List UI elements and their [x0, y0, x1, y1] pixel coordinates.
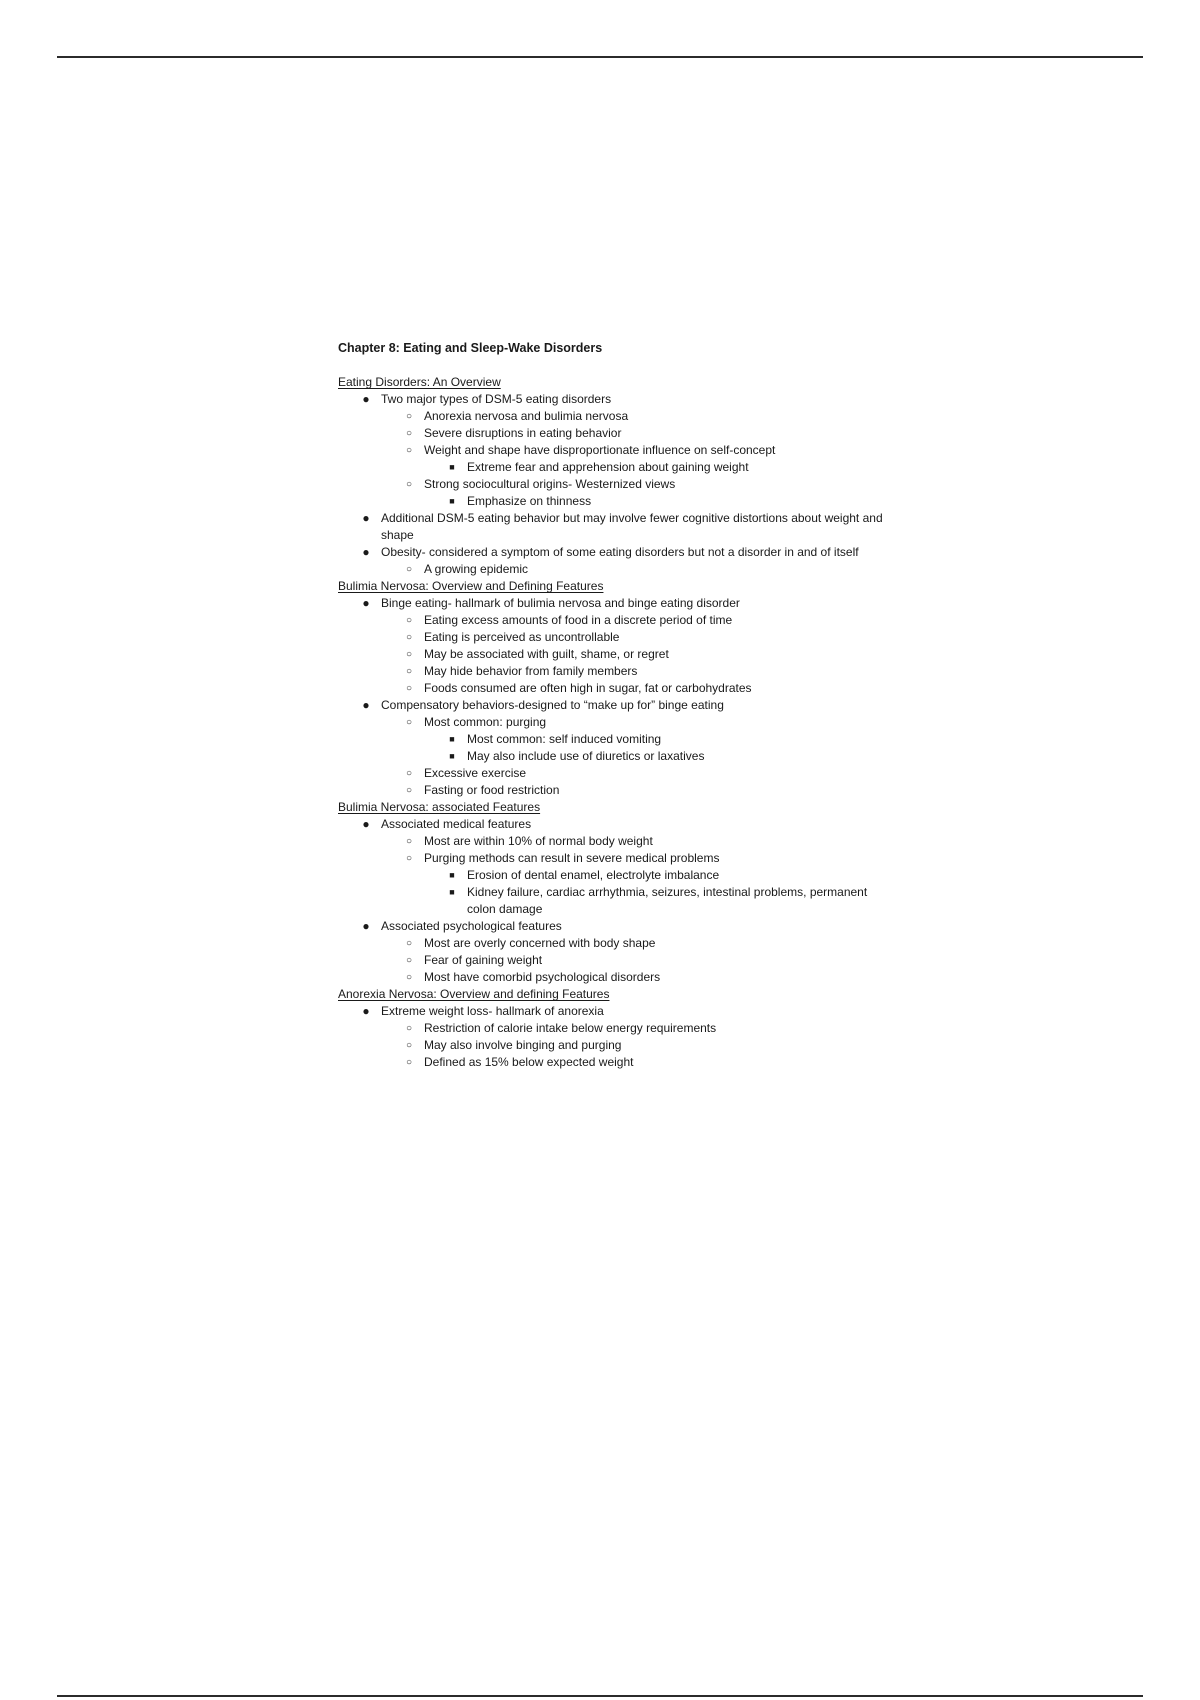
list-item-text: Foods consumed are often high in sugar, fat or carbohydrates — [424, 681, 752, 695]
list-item — [338, 646, 898, 663]
list-item — [338, 1037, 898, 1054]
bullet-marker-icon: ○ — [405, 479, 413, 490]
list-item-text: Two major types of DSM-5 eating disorders — [381, 392, 612, 406]
list-item — [338, 850, 898, 867]
list-item-text: Strong sociocultural origins- Westernized views — [424, 477, 676, 491]
bullet-marker-icon: ■ — [449, 734, 455, 744]
bullet-marker-icon: ○ — [405, 955, 413, 966]
list-item-text: Kidney failure, cardiac arrhythmia, seizures, intestinal problems, permanent colon damage — [467, 885, 868, 916]
list-item — [338, 561, 898, 578]
bullet-marker-icon: ● — [362, 1004, 370, 1018]
list-item-text: Weight and shape have disproportionate influence on self-concept — [424, 443, 776, 457]
bullet-marker-icon: ● — [362, 919, 370, 933]
list-item-text: Severe disruptions in eating behavior — [424, 426, 622, 440]
list-item — [338, 391, 898, 408]
bullet-list — [338, 595, 898, 799]
bullet-list — [338, 816, 898, 986]
list-item-text: Extreme weight loss- hallmark of anorexia — [381, 1004, 604, 1018]
bullet-marker-icon: ○ — [405, 1057, 413, 1068]
list-item — [338, 782, 898, 799]
bottom-rule — [57, 1695, 1143, 1697]
list-item-text: Most are within 10% of normal body weight — [424, 834, 653, 848]
list-item — [338, 969, 898, 986]
outline-section — [338, 374, 898, 578]
bullet-marker-icon: ○ — [405, 938, 413, 949]
list-item-text: Associated psychological features — [381, 919, 562, 933]
document-body — [338, 340, 898, 1071]
list-item-text: Defined as 15% below expected weight — [424, 1055, 634, 1069]
list-item-text: Anorexia nervosa and bulimia nervosa — [424, 409, 629, 423]
list-item — [338, 1003, 898, 1020]
bullet-marker-icon: ○ — [405, 785, 413, 796]
list-item — [338, 867, 898, 884]
list-item — [338, 408, 898, 425]
list-item — [338, 833, 898, 850]
bullet-marker-icon: ○ — [405, 564, 413, 575]
list-item-text: Emphasize on thinness — [467, 494, 592, 508]
list-item-text: Obesity- considered a symptom of some eating disorders but not a disorder in and of itself — [381, 545, 859, 559]
bullet-marker-icon: ○ — [405, 683, 413, 694]
list-item-text: May be associated with guilt, shame, or regret — [424, 647, 669, 661]
bullet-list — [338, 391, 898, 578]
list-item-text: Compensatory behaviors-designed to “make up for” binge eating — [381, 698, 724, 712]
bullet-marker-icon: ● — [362, 545, 370, 559]
list-item — [338, 816, 898, 833]
list-item-text: Purging methods can result in severe medical problems — [424, 851, 720, 865]
bullet-marker-icon: ○ — [405, 768, 413, 779]
bullet-marker-icon: ○ — [405, 853, 413, 864]
list-item-text: Most are overly concerned with body shape — [424, 936, 656, 950]
list-item — [338, 612, 898, 629]
bullet-list — [338, 1003, 898, 1071]
bullet-marker-icon: ○ — [405, 445, 413, 456]
list-item — [338, 510, 898, 544]
list-item — [338, 493, 898, 510]
list-item-text: Erosion of dental enamel, electrolyte imbalance — [467, 868, 720, 882]
bullet-marker-icon: ○ — [405, 972, 413, 983]
top-rule — [57, 56, 1143, 58]
bullet-marker-icon: ○ — [405, 649, 413, 660]
document-title: Chapter 8: Eating and Sleep-Wake Disorders — [338, 341, 603, 355]
bullet-marker-icon: ○ — [405, 428, 413, 439]
list-item — [338, 544, 898, 561]
list-item-text: May also involve binging and purging — [424, 1038, 622, 1052]
outline-section — [338, 799, 898, 986]
section-heading: Anorexia Nervosa: Overview and defining Features — [338, 987, 610, 1001]
list-item — [338, 884, 898, 918]
bullet-marker-icon: ■ — [449, 751, 455, 761]
list-item — [338, 748, 898, 765]
bullet-marker-icon: ■ — [449, 496, 455, 506]
list-item-text: Excessive exercise — [424, 766, 527, 780]
list-item-text: Restriction of calorie intake below energy requirements — [424, 1021, 717, 1035]
bullet-marker-icon: ● — [362, 698, 370, 712]
list-item — [338, 697, 898, 714]
list-item — [338, 731, 898, 748]
outline-section — [338, 986, 898, 1071]
list-item — [338, 1020, 898, 1037]
list-item — [338, 459, 898, 476]
bullet-marker-icon: ● — [362, 817, 370, 831]
list-item — [338, 595, 898, 612]
list-item — [338, 629, 898, 646]
list-item-text: Fear of gaining weight — [424, 953, 543, 967]
bullet-marker-icon: ○ — [405, 615, 413, 626]
bullet-marker-icon: ■ — [449, 887, 455, 897]
bullet-marker-icon: ○ — [405, 836, 413, 847]
list-item-text: Most have comorbid psychological disorders — [424, 970, 661, 984]
list-item-text: Associated medical features — [381, 817, 532, 831]
bullet-marker-icon: ○ — [405, 1023, 413, 1034]
list-item — [338, 425, 898, 442]
list-item — [338, 935, 898, 952]
list-item-text: Extreme fear and apprehension about gaining weight — [467, 460, 749, 474]
bullet-marker-icon: ○ — [405, 632, 413, 643]
bullet-marker-icon: ■ — [449, 462, 455, 472]
bullet-marker-icon: ○ — [405, 666, 413, 677]
list-item-text: A growing epidemic — [424, 562, 529, 576]
list-item — [338, 714, 898, 731]
bullet-marker-icon: ○ — [405, 717, 413, 728]
list-item — [338, 476, 898, 493]
list-item — [338, 918, 898, 935]
outline-section — [338, 578, 898, 799]
list-item — [338, 765, 898, 782]
list-item — [338, 952, 898, 969]
list-item-text: Fasting or food restriction — [424, 783, 560, 797]
bullet-marker-icon: ○ — [405, 1040, 413, 1051]
section-heading: Bulimia Nervosa: associated Features — [338, 800, 541, 814]
bullet-marker-icon: ● — [362, 392, 370, 406]
list-item — [338, 680, 898, 697]
list-item-text: May hide behavior from family members — [424, 664, 638, 678]
list-item-text: Eating excess amounts of food in a discrete period of time — [424, 613, 733, 627]
section-heading: Bulimia Nervosa: Overview and Defining Features — [338, 579, 604, 593]
list-item-text: Binge eating- hallmark of bulimia nervosa and binge eating disorder — [381, 596, 740, 610]
list-item-text: Most common: self induced vomiting — [467, 732, 662, 746]
sections-container — [338, 374, 898, 1071]
list-item-text: May also include use of diuretics or laxatives — [467, 749, 705, 763]
bullet-marker-icon: ● — [362, 511, 370, 525]
list-item — [338, 1054, 898, 1071]
bullet-marker-icon: ○ — [405, 411, 413, 422]
list-item-text: Additional DSM-5 eating behavior but may involve fewer cognitive distortions about weight and shape — [381, 511, 883, 542]
list-item — [338, 442, 898, 459]
bullet-marker-icon: ■ — [449, 870, 455, 880]
list-item-text: Eating is perceived as uncontrollable — [424, 630, 620, 644]
list-item-text: Most common: purging — [424, 715, 547, 729]
section-heading: Eating Disorders: An Overview — [338, 375, 501, 389]
bullet-marker-icon: ● — [362, 596, 370, 610]
list-item — [338, 663, 898, 680]
